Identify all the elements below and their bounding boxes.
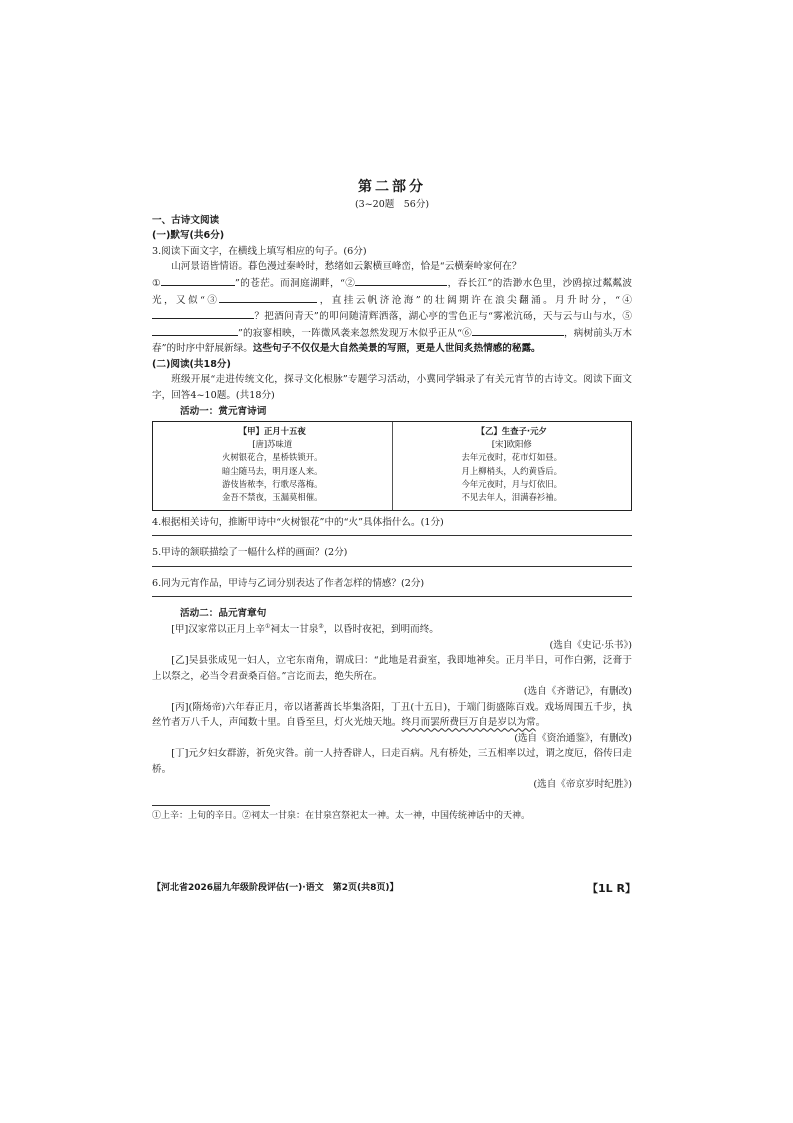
question-3-stem: 3.阅读下面文字，在横线上填写相应的句子。(6分) — [152, 245, 367, 257]
passage-a: [甲]汉家常以正月上辛①祠太一甘泉②，以昏时夜祀，到明而终。 — [171, 622, 439, 636]
reading-intro: 班级开展“走进传统文化，探寻文化根脉”专题学习活动，小冀同学辑录了有关元宵节的古诗文。阅读下面文字，回答4~10题。(共18分) — [152, 374, 632, 401]
passage-d-source: (选自《帝京岁时纪胜》) — [533, 779, 632, 791]
poem-line: 火树银花合，星桥铁锁开。 — [222, 452, 323, 463]
footnote: ①上辛：上旬的辛日。②祠太一甘泉：在甘泉宫祭祀太一神。太一神，中国传统神话中的天神。 — [152, 810, 531, 821]
poem-line: 去年元夜时，花市灯如昼。 — [461, 452, 562, 463]
poem-b-title: 【乙】生查子·元夕 — [476, 425, 547, 436]
answer-line-6[interactable] — [152, 595, 632, 597]
footer-code: 【1L R】 — [587, 882, 636, 895]
passage-b-source: (选自《齐谐记》，有删改) — [523, 686, 632, 698]
answer-blank-2[interactable] — [355, 275, 447, 286]
answer-blank-4[interactable] — [152, 308, 254, 319]
page-title: 第二部分 — [358, 179, 426, 195]
poem-line: 不见去年人，泪满春衫袖。 — [461, 492, 562, 503]
activity-2-title: 活动二：品元宵章句 — [180, 608, 267, 620]
answer-blank-3[interactable] — [219, 292, 317, 303]
passage-d: [丁]元夕妇女群游，祈免灾咎。前一人持香辟人，曰走百病。凡有桥处，三五相率以过，谓之度厄，俗传曰走桥。 — [152, 748, 632, 775]
question-3-passage: 山河景语皆情语。暮色漫过秦岭时，愁绪如云絮横亘峰峦，恰是“云横秦岭家何在？ ① ”的苍茫。而洞庭湖畔，“② ，吞长江”的浩渺水色里，沙鸥掠过粼粼波光，又似“③ ，直挂云帆济沧海”的壮阔期许在浪尖翻涌。月升时分，“④？把酒问青天”的叩问随清辉洒落，湖心亭的雪色正与“雾凇沆砀，天与云与山与水，⑤”的寂寥相映，一阵微风袭来忽然发现万木似乎正从“⑥ ，病树前头万木春”的时序中舒展新绿。这些句子不仅仅是大自然美景的写照，更是人世间炙热情感的秘露。 — [152, 261, 633, 355]
poem-a-title: 【甲】正月十五夜 — [238, 425, 306, 436]
poem-a — [153, 422, 392, 510]
poem-b — [392, 422, 632, 510]
poem-line: 游伎皆秾李，行歌尽落梅。 — [222, 478, 323, 489]
poem-table — [152, 421, 632, 511]
question-4: 4.根据相关诗句，推断甲诗中“火树银花”中的“火”具体指什么。(1分) — [152, 516, 444, 528]
answer-blank-5[interactable] — [152, 325, 238, 336]
answer-line-4[interactable] — [152, 534, 632, 536]
answer-line-5[interactable] — [152, 565, 632, 567]
question-5: 5.甲诗的颔联描绘了一幅什么样的画面？(2分) — [152, 547, 348, 559]
answer-blank-1[interactable] — [161, 275, 235, 286]
page-footer — [152, 880, 636, 896]
passage-a-source: (选自《史记·乐书》) — [549, 639, 632, 651]
poem-line: 月上柳梢头，人约黄昏后。 — [461, 465, 562, 476]
subsection-heading-reading: (二)阅读(共18分) — [152, 358, 231, 370]
poem-b-author: [宋]欧阳修 — [491, 439, 532, 450]
answer-blank-6[interactable] — [472, 325, 564, 336]
passage-b: [乙]吴县张成见一妇人，立宅东南角，谓成曰：“此地是君蚕室，我即地神矣。正月半日，可作白粥，泛膏于上以祭之，必当令君蚕桑百倍。”言讫而去，绝失所在。 — [152, 655, 632, 682]
wavy-underlined-sentence: 终月而罢所费巨万自是岁以为常 — [401, 717, 536, 729]
section-heading: 一、古诗文阅读 — [152, 214, 220, 226]
question-6: 6.同为元宵作品，甲诗与乙词分别表达了作者怎样的情感？(2分) — [152, 577, 425, 589]
exam-page — [152, 178, 632, 824]
poem-a-author: [唐]苏味道 — [252, 439, 293, 450]
passage-c: [丙](隋炀帝)六年春正月，帝以诸蕃酋长毕集洛阳，丁丑(十五日)，于端门街盛陈百戏。戏场周围五千步，执丝竹者万八千人，声闻数十里。自昏至旦，灯火光烛天地。终月而罢所费巨万自是岁以为常。 — [152, 701, 632, 729]
passage-c-source: (选自《资治通鉴》，有删改) — [514, 732, 632, 744]
footer-exam-info: 【河北省2026届九年级阶段评估(一)·语文 第2页(共8页)】 — [152, 883, 399, 893]
poem-line: 金吾不禁夜，玉漏莫相催。 — [222, 492, 323, 503]
subsection-heading-dictation: (一)默写(共6分) — [152, 230, 225, 242]
poem-line: 暗尘随马去，明月逐人来。 — [222, 465, 323, 476]
page-subtitle: (3~20题 56分) — [354, 198, 430, 210]
activity-1-title: 活动一：赏元宵诗词 — [180, 406, 267, 418]
footnote-divider — [152, 805, 270, 806]
poem-line: 今年元夜时，月与灯依旧。 — [461, 478, 562, 489]
